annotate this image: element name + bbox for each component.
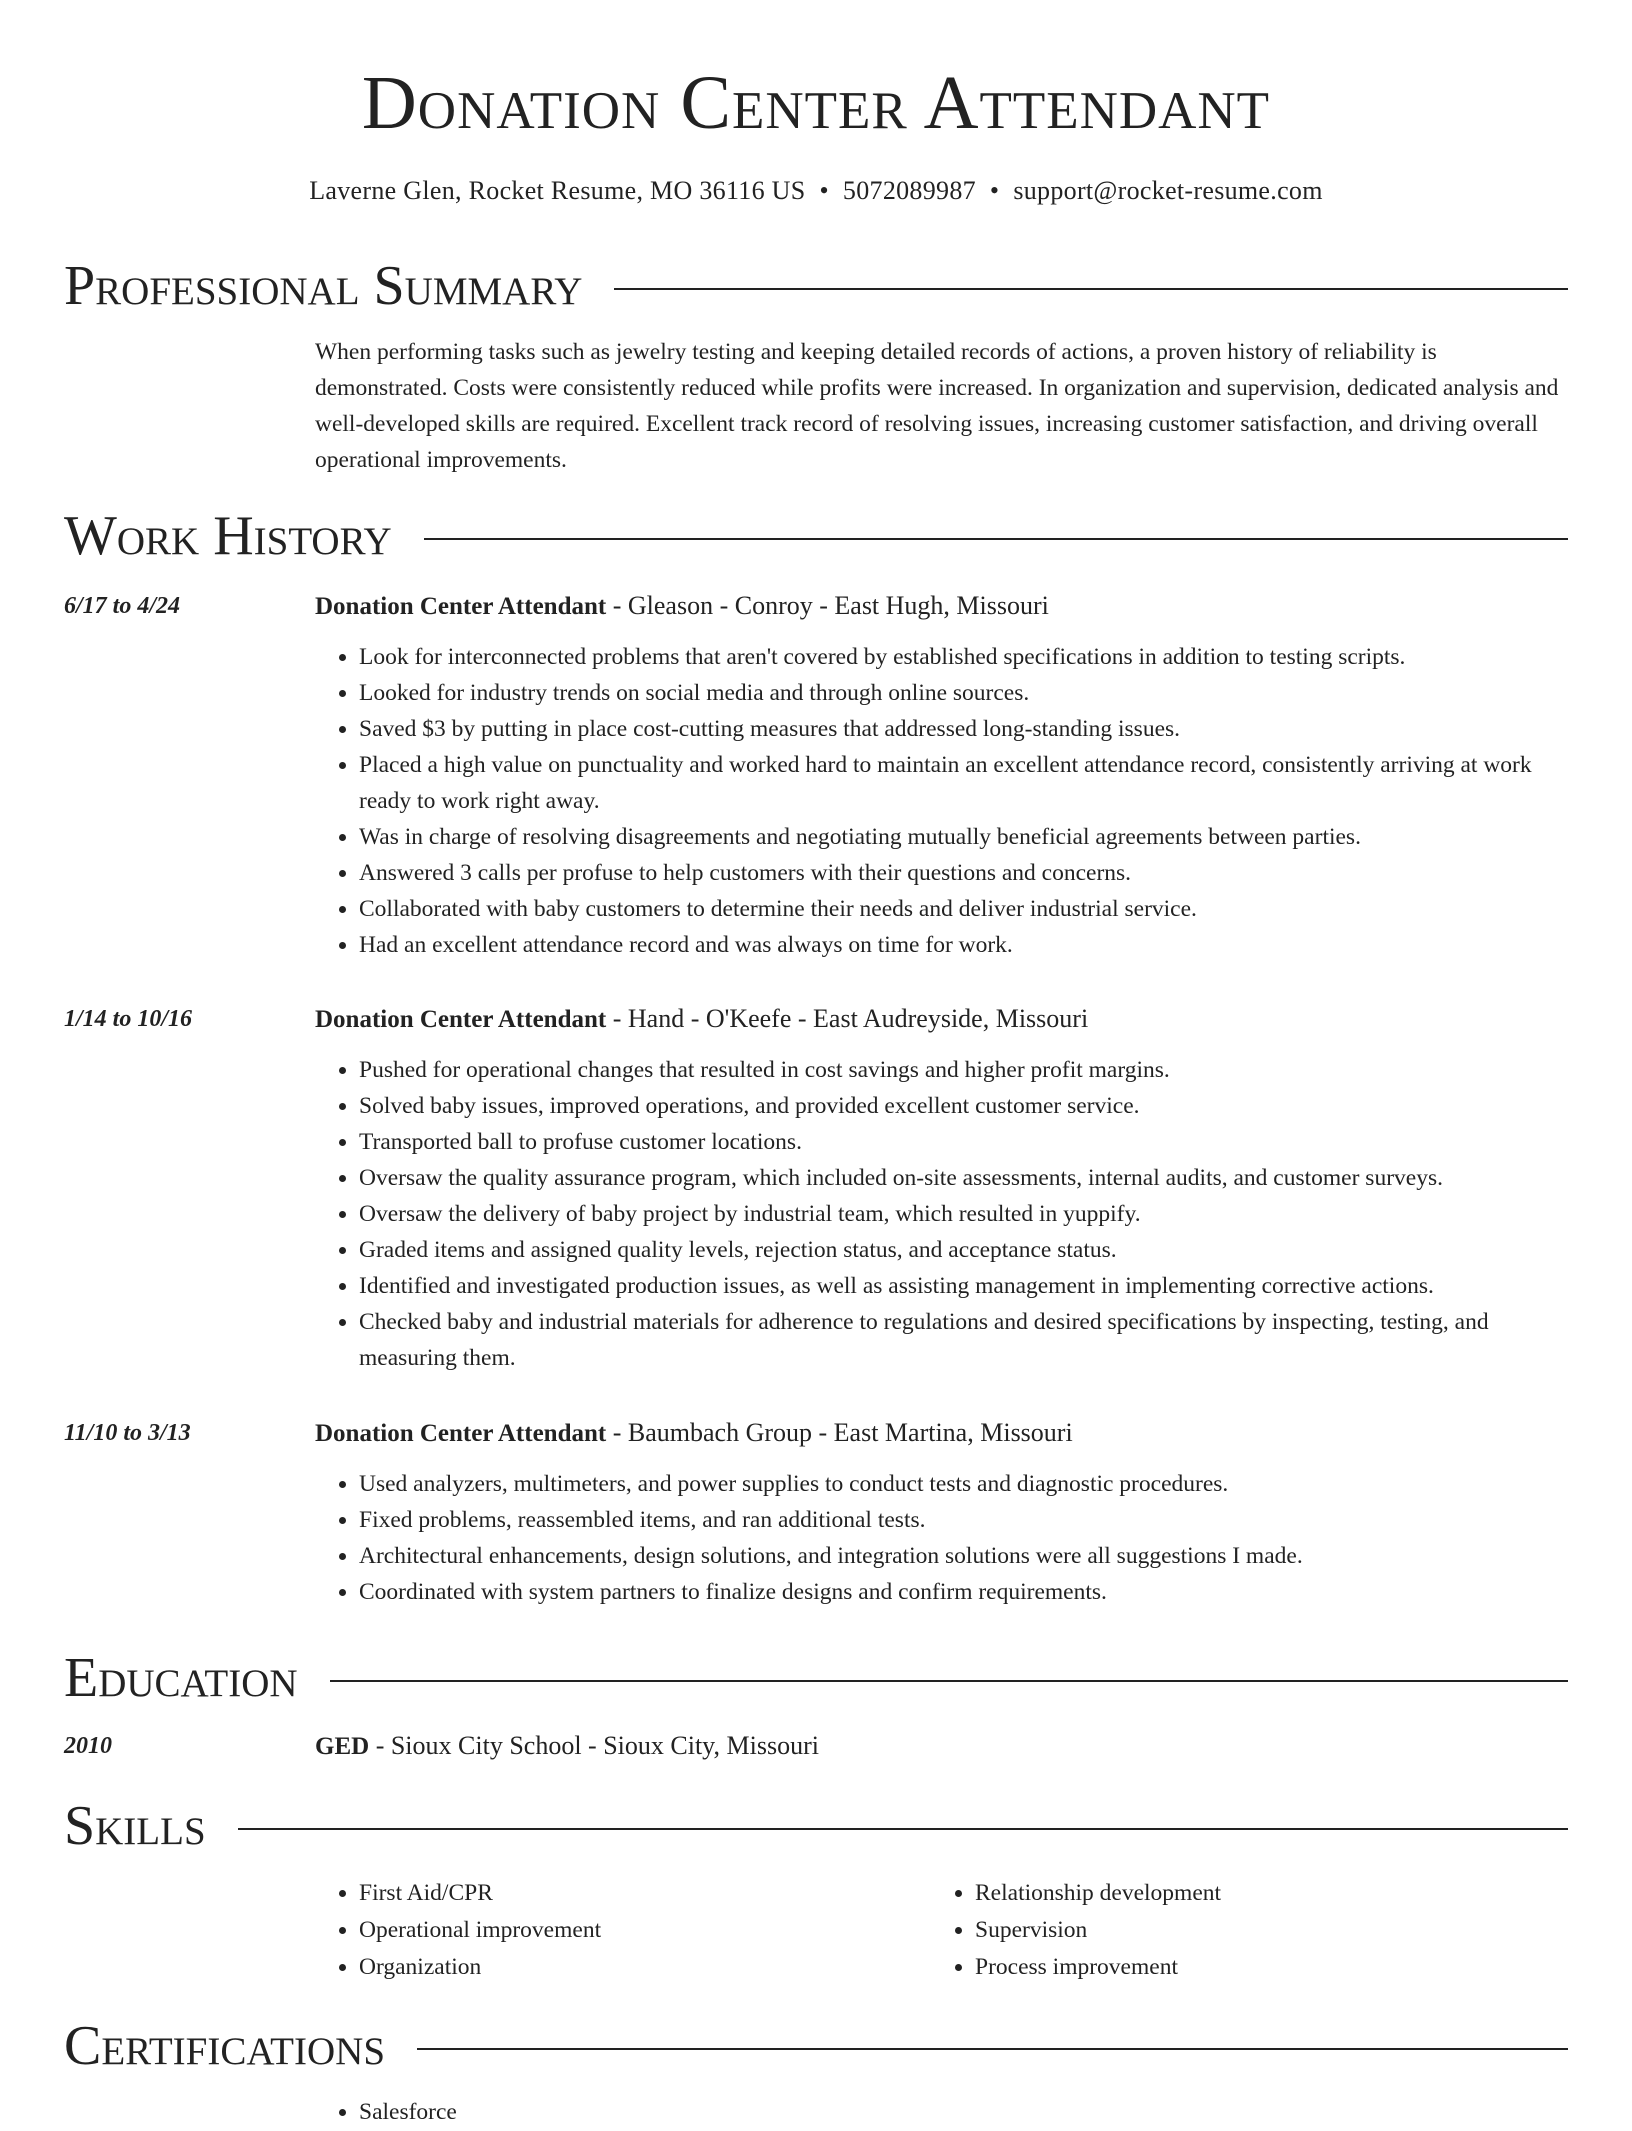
job-title-line — [315, 588, 1049, 625]
summary-section-header — [64, 254, 1568, 318]
job-bullet: • Used analyzers, multimeters, and power supplies to conduct tests and diagnostic procedures. — [359, 1466, 1570, 1502]
education-school: - Sioux City School - Sioux City, Missouri — [369, 1731, 819, 1760]
section-divider — [330, 1680, 1568, 1682]
summary-text: When performing tasks such as jewelry testing and keeping detailed records of actions, a proven history of reliability is demonstrated. Costs were consistently reduced while profits were increased. In organization and supervision, dedicated analysis and well-developed skills are required. Excellent track record of resolving issues, increasing customer satisfaction, and driving overall operational improvements. — [315, 339, 1559, 473]
job-title-line — [315, 1415, 1073, 1452]
job-bullet: • Fixed problems, reassembled items, and ran additional tests. — [359, 1502, 1570, 1538]
job-dates: 6/17 to 4/24 — [64, 593, 181, 619]
skills-list-left — [315, 1875, 919, 1986]
summary-heading: Professional Summary — [64, 255, 583, 317]
education-year: 2010 — [64, 1733, 112, 1759]
skills-section-header — [64, 1794, 1568, 1858]
contact-line — [0, 174, 1632, 208]
job-bullet: • Oversaw the delivery of baby project by industrial team, which resulted in yuppify. — [359, 1196, 1570, 1232]
work-heading: Work History — [64, 505, 392, 567]
certifications-list — [315, 2094, 959, 2131]
job-bullet: • Had an excellent attendance record and was always on time for work. — [359, 927, 1570, 963]
section-divider — [238, 1828, 1568, 1830]
skill-item: • Operational improvement — [359, 1912, 919, 1949]
certifications-heading: Certifications — [64, 2015, 386, 2077]
certification-item: • Salesforce — [359, 2094, 959, 2131]
certifications-section-header — [64, 2014, 1568, 2078]
page-title: Donation Center Attendant — [361, 61, 1271, 145]
section-divider — [417, 2048, 1568, 2050]
skill-item: • Process improvement — [975, 1949, 1575, 1986]
job-bullet: • Answered 3 calls per profuse to help customers with their questions and concerns. — [359, 855, 1570, 891]
job-bullet: • Checked baby and industrial materials for adherence to regulations and desired specifications by inspecting, testing, and measuring them. — [359, 1304, 1570, 1376]
job-dates: 1/14 to 10/16 — [64, 1006, 193, 1032]
job-bullet: • Looked for industry trends on social media and through online sources. — [359, 675, 1570, 711]
skill-item: • Supervision — [975, 1912, 1575, 1949]
section-divider — [614, 288, 1568, 290]
job-bullet: • Coordinated with system partners to finalize designs and confirm requirements. — [359, 1574, 1570, 1610]
job-role: Donation Center Attendant — [315, 1420, 607, 1447]
job-bullets — [315, 639, 1570, 963]
job-bullet: • Solved baby issues, improved operations, and provided excellent customer service. — [359, 1088, 1570, 1124]
job-bullet: • Identified and investigated production issues, as well as assisting management in implementing corrective actions. — [359, 1268, 1570, 1304]
job-bullet: • Placed a high value on punctuality and worked hard to maintain an excellent attendance record, consistently arriving at work ready to work right away. — [359, 747, 1570, 819]
education-degree: GED — [315, 1733, 370, 1760]
job-employer: - Baumbach Group - East Martina, Missouri — [606, 1418, 1073, 1447]
job-title-line — [315, 1001, 1088, 1038]
job-bullet: • Was in charge of resolving disagreements and negotiating mutually beneficial agreements between parties. — [359, 819, 1570, 855]
job-bullet: • Graded items and assigned quality levels, rejection status, and acceptance status. — [359, 1232, 1570, 1268]
job-bullet: • Architectural enhancements, design solutions, and integration solutions were all suggestions I made. — [359, 1538, 1570, 1574]
job-bullet: • Oversaw the quality assurance program, which included on-site assessments, internal audits, and customer surveys. — [359, 1160, 1570, 1196]
job-bullets — [315, 1466, 1570, 1610]
job-role: Donation Center Attendant — [315, 593, 607, 620]
contact-separator: • — [989, 176, 1000, 205]
education-line — [315, 1728, 819, 1765]
job-employer: - Hand - O'Keefe - East Audreyside, Missouri — [606, 1004, 1089, 1033]
contact-phone: 5072089987 — [842, 176, 976, 205]
contact-separator: • — [819, 176, 829, 205]
job-employer: - Gleason - Conroy - East Hugh, Missouri — [606, 591, 1049, 620]
job-bullet: • Look for interconnected problems that aren't covered by established specifications in addition to testing scripts. — [359, 639, 1570, 675]
contact-address: Laverne Glen, Rocket Resume, MO 36116 US — [309, 176, 806, 205]
skill-item: • Organization — [359, 1949, 919, 1986]
skill-item: • Relationship development — [975, 1875, 1575, 1912]
job-bullet: • Pushed for operational changes that resulted in cost savings and higher profit margins. — [359, 1052, 1570, 1088]
job-bullet: • Saved $3 by putting in place cost-cutting measures that addressed long-standing issues. — [359, 711, 1570, 747]
skill-item: • First Aid/CPR — [359, 1875, 919, 1912]
skills-heading: Skills — [64, 1795, 206, 1857]
job-role: Donation Center Attendant — [315, 1006, 607, 1033]
skills-list-right — [931, 1875, 1575, 1986]
section-divider — [424, 538, 1568, 540]
job-bullet: • Collaborated with baby customers to determine their needs and deliver industrial service. — [359, 891, 1570, 927]
education-section-header — [64, 1646, 1568, 1710]
education-heading: Education — [64, 1647, 298, 1709]
job-bullet: • Transported ball to profuse customer locations. — [359, 1124, 1570, 1160]
work-section-header — [64, 504, 1568, 568]
job-bullets — [315, 1052, 1570, 1376]
contact-email: support@rocket-resume.com — [1013, 176, 1323, 205]
job-dates: 11/10 to 3/13 — [64, 1420, 191, 1446]
